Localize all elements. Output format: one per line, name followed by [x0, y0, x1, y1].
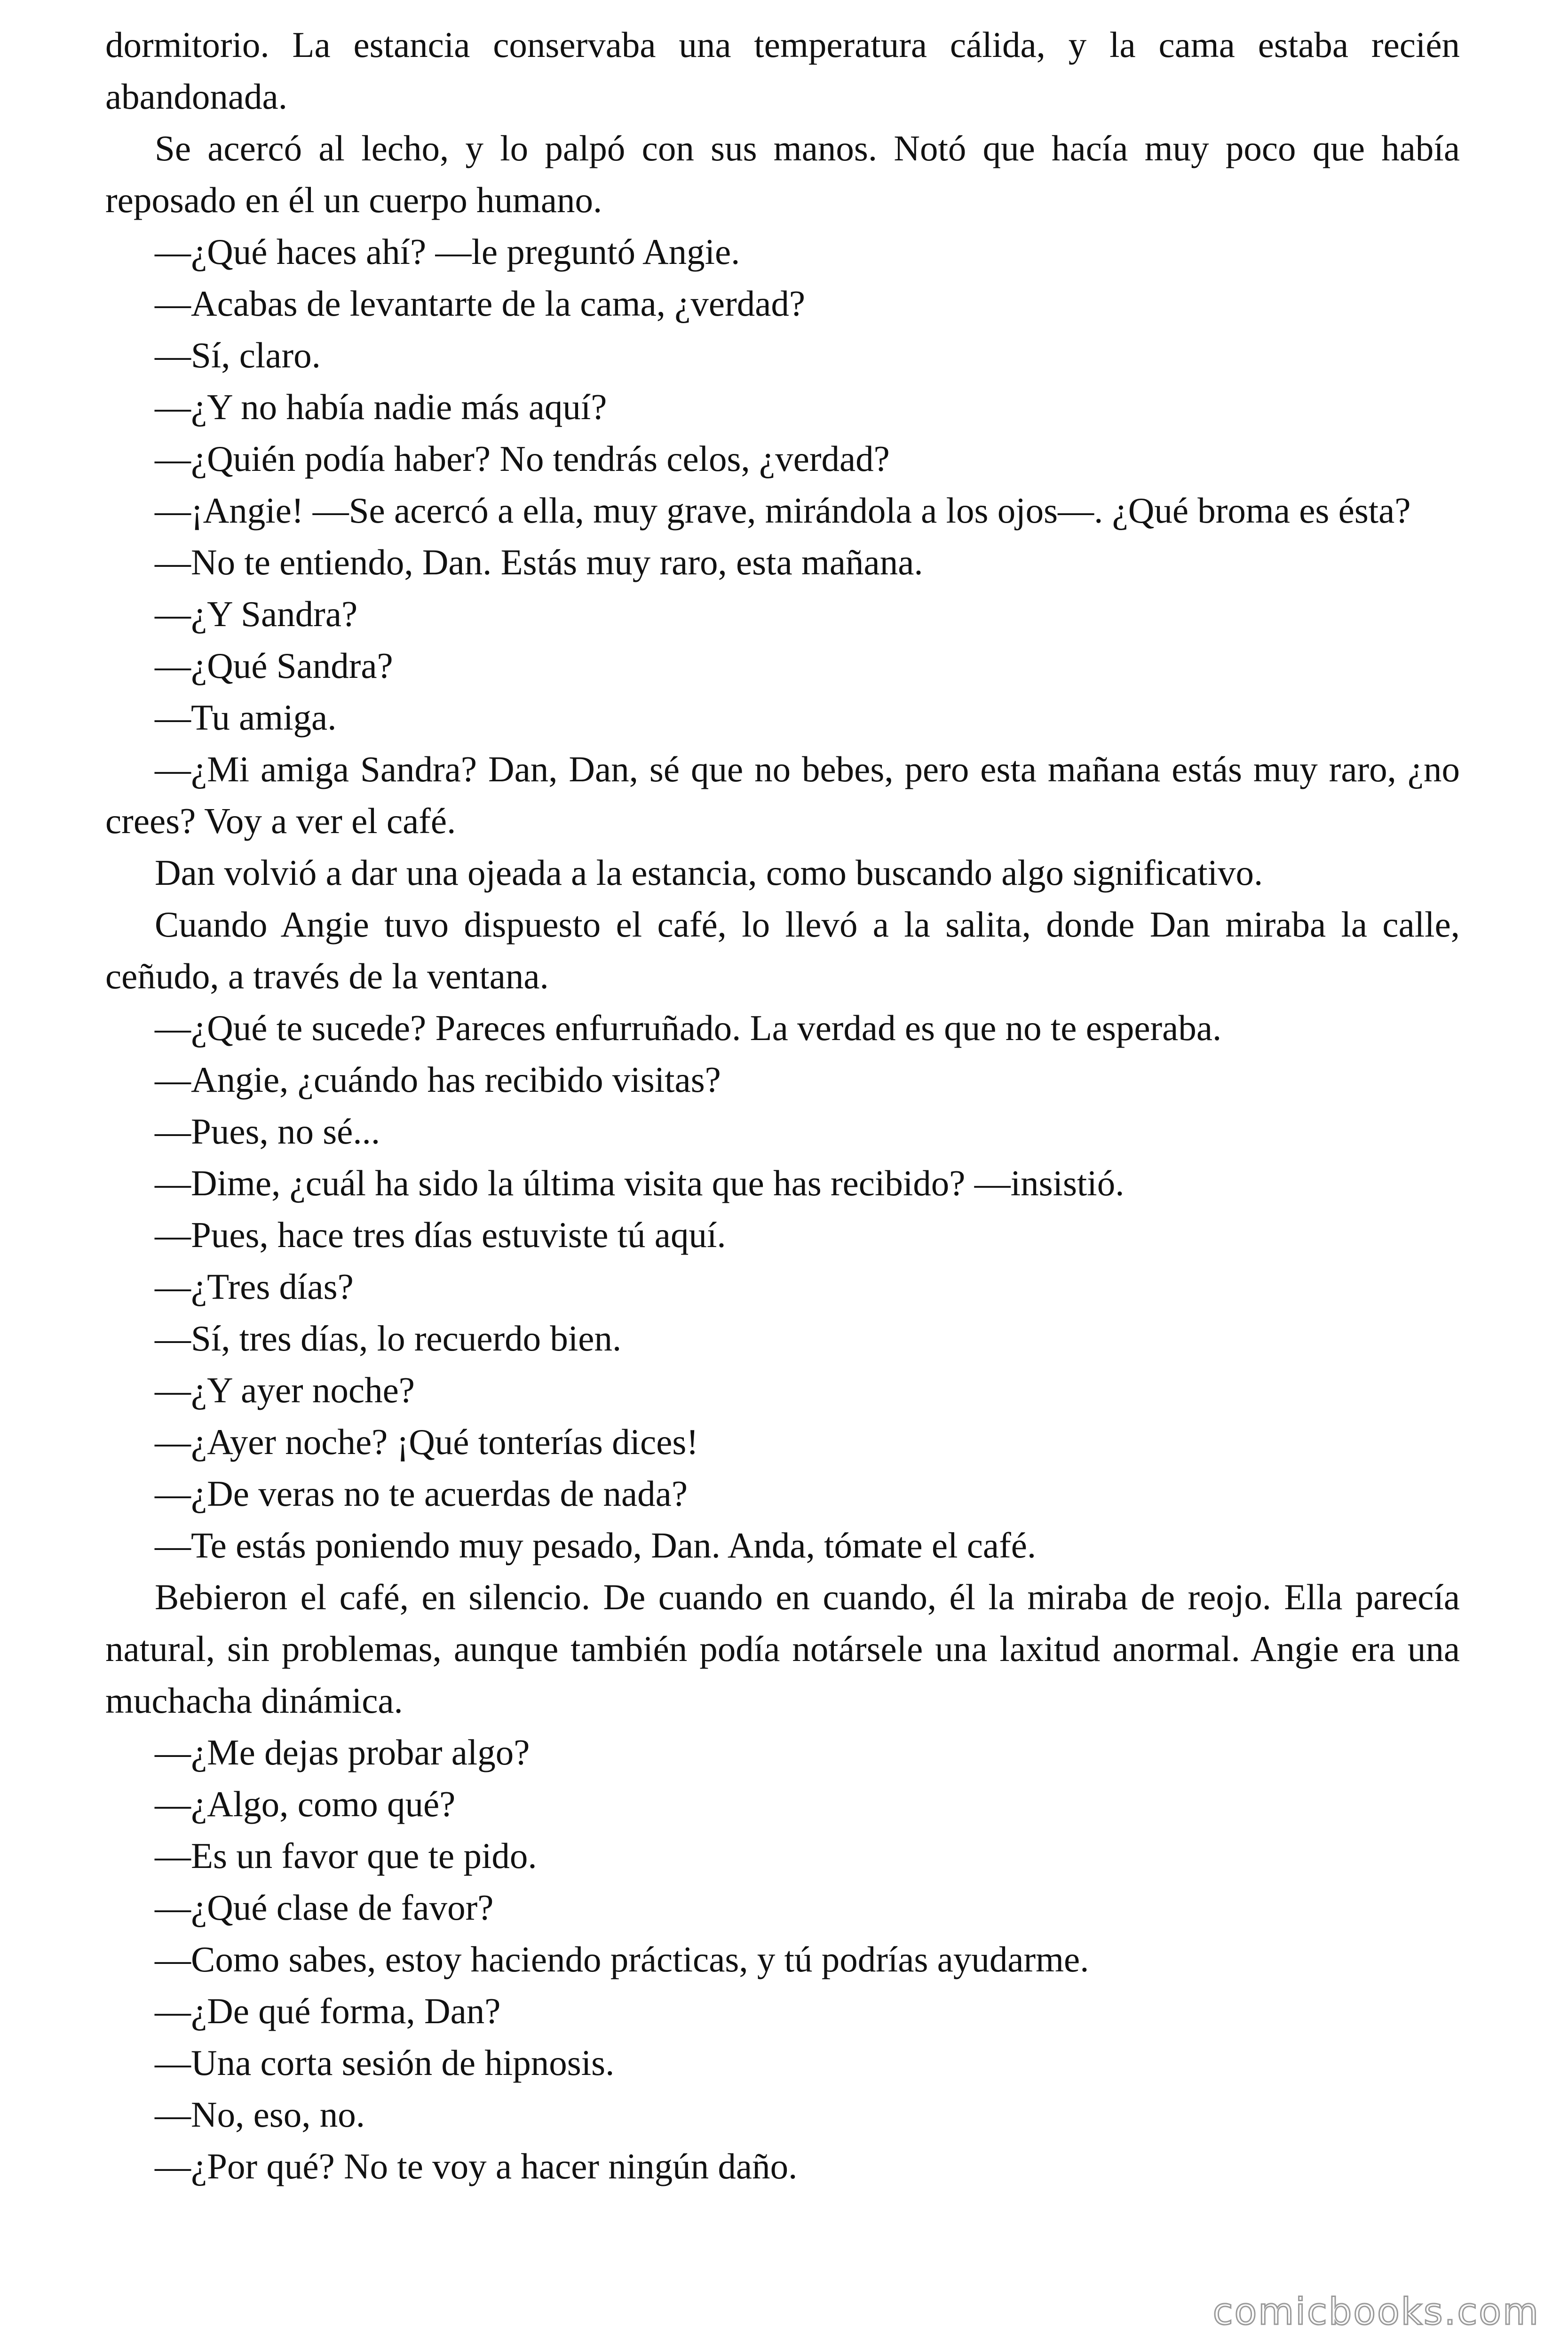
- paragraph: —Pues, hace tres días estuviste tú aquí.: [155, 1215, 726, 1255]
- paragraph: Se acercó al lecho, y lo palpó con sus manos. Notó que hacía muy poco que había reposado en él un cuerpo humano.: [105, 128, 1460, 220]
- paragraph: —Angie, ¿cuándo has recibido visitas?: [155, 1059, 721, 1100]
- paragraph: —¿De veras no te acuerdas de nada?: [155, 1473, 688, 1514]
- paragraph: Dan volvió a dar una ojeada a la estancia, como buscando algo significativo.: [155, 852, 1263, 893]
- watermark: comicbooks.com: [1212, 2291, 1540, 2333]
- paragraph: —¿Quién podía haber? No tendrás celos, ¿verdad?: [155, 438, 890, 479]
- paragraph: —¿Y ayer noche?: [155, 1370, 415, 1410]
- paragraph: —Acabas de levantarte de la cama, ¿verdad?: [155, 283, 806, 324]
- paragraph: dormitorio. La estancia conservaba una temperatura cálida, y la cama estaba recién abandonada.: [105, 24, 1460, 117]
- paragraph: —Como sabes, estoy haciendo prácticas, y tú podrías ayudarme.: [155, 1939, 1089, 1979]
- paragraph: —¿Algo, como qué?: [155, 1784, 456, 1824]
- paragraph: —¿Qué Sandra?: [155, 645, 393, 686]
- paragraph: —Es un favor que te pido.: [155, 1836, 537, 1876]
- paragraph: Bebieron el café, en silencio. De cuando en cuando, él la miraba de reojo. Ella parecía natural, sin problemas, aunque también podía notársele una laxitud anormal. Angie era una muchacha dinámica.: [105, 1577, 1460, 1721]
- paragraph: —¿Me dejas probar algo?: [155, 1732, 530, 1772]
- paragraph: —¿Qué te sucede? Pareces enfurruñado. La verdad es que no te esperaba.: [155, 1008, 1222, 1048]
- paragraph: —Sí, claro.: [155, 335, 321, 375]
- paragraph: —No te entiendo, Dan. Estás muy raro, esta mañana.: [155, 542, 923, 582]
- paragraph: —Una corta sesión de hipnosis.: [155, 2042, 615, 2083]
- paragraph: —¿Y no había nadie más aquí?: [155, 387, 607, 427]
- paragraph: —¿Y Sandra?: [155, 594, 358, 634]
- paragraph: —¿Ayer noche? ¡Qué tonterías dices!: [155, 1422, 698, 1462]
- paragraph: —Dime, ¿cuál ha sido la última visita que has recibido? —insistió.: [155, 1163, 1125, 1203]
- paragraph: —¿Por qué? No te voy a hacer ningún daño.: [155, 2146, 798, 2186]
- paragraph: —¿Qué haces ahí? —le preguntó Angie.: [155, 231, 740, 272]
- paragraph: —¿De qué forma, Dan?: [155, 1991, 501, 2031]
- paragraph: —Sí, tres días, lo recuerdo bien.: [155, 1318, 622, 1359]
- paragraph: —¿Qué clase de favor?: [155, 1887, 494, 1928]
- paragraph: —No, eso, no.: [155, 2094, 365, 2135]
- paragraph: —¿Mi amiga Sandra? Dan, Dan, sé que no bebes, pero esta mañana estás muy raro, ¿no crees? Voy a ver el café.: [105, 749, 1460, 841]
- paragraph: —Pues, no sé...: [155, 1111, 380, 1152]
- paragraph: —Te estás poniendo muy pesado, Dan. Anda, tómate el café.: [155, 1525, 1037, 1565]
- paragraph: —¡Angie! —Se acercó a ella, muy grave, mirándola a los ojos—. ¿Qué broma es ésta?: [155, 490, 1411, 531]
- paragraph: —¿Tres días?: [155, 1266, 354, 1307]
- paragraph: Cuando Angie tuvo dispuesto el café, lo llevó a la salita, donde Dan miraba la calle, ceñudo, a través de la ventana.: [105, 904, 1460, 996]
- paragraph: —Tu amiga.: [155, 697, 337, 738]
- page-body: [105, 19, 1460, 2192]
